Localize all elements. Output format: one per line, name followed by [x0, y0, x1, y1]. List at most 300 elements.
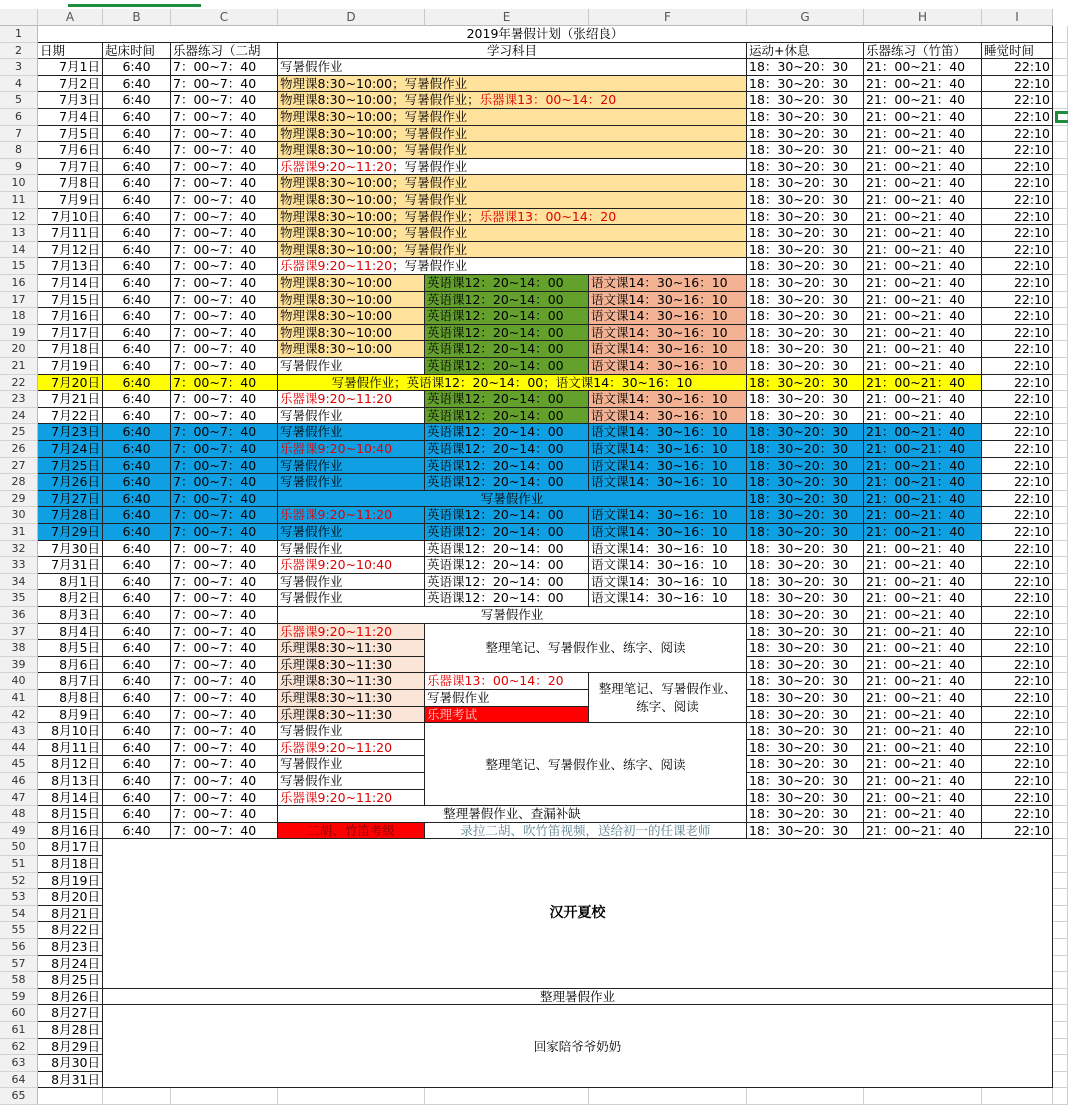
row-header-56[interactable]: 56 [0, 939, 38, 956]
wake-cell[interactable]: 6:40 [103, 740, 171, 757]
sleep-cell[interactable]: 22:10 [982, 242, 1053, 259]
sport-cell[interactable]: 18：30~20：30 [747, 740, 864, 757]
subject-e-cell[interactable]: 英语课12：20~14：00 [425, 524, 589, 541]
flute-cell[interactable]: 21：00~21：40 [864, 557, 982, 574]
date-cell[interactable]: 7月27日 [38, 491, 103, 508]
empty-cell[interactable] [1053, 524, 1068, 541]
empty-cell[interactable] [1053, 1055, 1068, 1072]
empty-cell[interactable] [1053, 590, 1068, 607]
row-header-50[interactable]: 50 [0, 839, 38, 856]
sleep-cell[interactable]: 22:10 [982, 258, 1053, 275]
sport-cell[interactable]: 18：30~20：30 [747, 756, 864, 773]
flute-cell[interactable]: 21：00~21：40 [864, 657, 982, 674]
erhu-cell[interactable]: 7：00~7：40 [171, 773, 278, 790]
empty-cell[interactable] [864, 1088, 982, 1105]
wake-cell[interactable]: 6:40 [103, 524, 171, 541]
empty-cell[interactable] [1053, 408, 1068, 425]
row-header-52[interactable]: 52 [0, 873, 38, 890]
sport-cell[interactable]: 18：30~20：30 [747, 175, 864, 192]
empty-cell[interactable] [1053, 557, 1068, 574]
flute-cell[interactable]: 21：00~21：40 [864, 607, 982, 624]
empty-cell[interactable] [1053, 723, 1068, 740]
row-header-32[interactable]: 32 [0, 541, 38, 558]
hankai-cell[interactable]: 汉开夏校 [103, 839, 1053, 988]
row-header-34[interactable]: 34 [0, 574, 38, 591]
subject-f-cell[interactable]: 语文课14：30~16：10 [589, 391, 747, 408]
wake-cell[interactable]: 6:40 [103, 590, 171, 607]
row-header-7[interactable]: 7 [0, 126, 38, 143]
column-header-a[interactable]: A [38, 9, 103, 26]
row-header-60[interactable]: 60 [0, 1005, 38, 1022]
empty-cell[interactable] [1053, 740, 1068, 757]
date-cell[interactable]: 7月3日 [38, 92, 103, 109]
sleep-cell[interactable]: 22:10 [982, 341, 1053, 358]
row-header-1[interactable]: 1 [0, 26, 38, 43]
erhu-cell[interactable]: 7：00~7：40 [171, 159, 278, 176]
row-header-24[interactable]: 24 [0, 408, 38, 425]
sleep-cell[interactable]: 22:10 [982, 175, 1053, 192]
sport-cell[interactable]: 18：30~20：30 [747, 590, 864, 607]
sport-cell[interactable]: 18：30~20：30 [747, 524, 864, 541]
date-cell[interactable]: 7月26日 [38, 474, 103, 491]
empty-cell[interactable] [1053, 541, 1068, 558]
subject-d-cell[interactable]: 乐器课9:20~11:20 [278, 740, 425, 757]
sleep-cell[interactable]: 22:10 [982, 209, 1053, 226]
flute-cell[interactable]: 21：00~21：40 [864, 474, 982, 491]
empty-cell[interactable] [1053, 956, 1068, 973]
subject-d-cell[interactable]: 写暑假作业 [278, 574, 425, 591]
date-cell[interactable]: 8月19日 [38, 873, 103, 890]
sport-cell[interactable]: 18：30~20：30 [747, 209, 864, 226]
flute-cell[interactable]: 21：00~21：40 [864, 823, 982, 840]
flute-cell[interactable]: 21：00~21：40 [864, 524, 982, 541]
empty-cell[interactable] [589, 1088, 747, 1105]
erhu-cell[interactable]: 7：00~7：40 [171, 109, 278, 126]
row-header-46[interactable]: 46 [0, 773, 38, 790]
empty-cell[interactable] [1053, 209, 1068, 226]
column-header-d[interactable]: D [278, 9, 425, 26]
subject-cell[interactable]: 物理课8:30~10:00；写暑假作业 [278, 142, 747, 159]
erhu-cell[interactable]: 7：00~7：40 [171, 607, 278, 624]
empty-cell[interactable] [1053, 1005, 1068, 1022]
erhu-cell[interactable]: 7：00~7：40 [171, 624, 278, 641]
date-cell[interactable]: 8月3日 [38, 607, 103, 624]
sport-cell[interactable]: 18：30~20：30 [747, 159, 864, 176]
row-header-27[interactable]: 27 [0, 458, 38, 475]
wake-cell[interactable]: 6:40 [103, 209, 171, 226]
flute-cell[interactable]: 21：00~21：40 [864, 723, 982, 740]
wake-cell[interactable]: 6:40 [103, 242, 171, 259]
flute-cell[interactable]: 21：00~21：40 [864, 242, 982, 259]
empty-cell[interactable] [1053, 1039, 1068, 1056]
row-header-53[interactable]: 53 [0, 889, 38, 906]
subject-d-cell[interactable]: 写暑假作业 [278, 723, 425, 740]
empty-cell[interactable] [1053, 59, 1068, 76]
wake-cell[interactable]: 6:40 [103, 474, 171, 491]
wake-cell[interactable]: 6:40 [103, 541, 171, 558]
subject-merged-cell[interactable]: 整理笔记、写暑假作业、练字、阅读 [589, 673, 747, 723]
row-header-58[interactable]: 58 [0, 972, 38, 989]
sleep-cell[interactable]: 22:10 [982, 358, 1053, 375]
sport-cell[interactable]: 18：30~20：30 [747, 723, 864, 740]
sleep-cell[interactable]: 22:10 [982, 690, 1053, 707]
date-cell[interactable]: 8月31日 [38, 1072, 103, 1089]
subject-cell[interactable] [278, 209, 747, 226]
flute-cell[interactable]: 21：00~21：40 [864, 640, 982, 657]
subject-cell[interactable]: 物理课8:30~10:00；写暑假作业 [278, 76, 747, 93]
date-cell[interactable]: 8月2日 [38, 590, 103, 607]
header-subjects[interactable]: 学习科目 [278, 43, 747, 60]
empty-cell[interactable] [1053, 690, 1068, 707]
erhu-cell[interactable]: 7：00~7：40 [171, 806, 278, 823]
flute-cell[interactable]: 21：00~21：40 [864, 740, 982, 757]
flute-cell[interactable]: 21：00~21：40 [864, 225, 982, 242]
row-header-43[interactable]: 43 [0, 723, 38, 740]
header-erhu[interactable]: 乐器练习（二胡 [171, 43, 278, 60]
sleep-cell[interactable]: 22:10 [982, 308, 1053, 325]
flute-cell[interactable]: 21：00~21：40 [864, 275, 982, 292]
empty-cell[interactable] [1053, 756, 1068, 773]
subject-d-cell[interactable]: 写暑假作业 [278, 424, 425, 441]
erhu-cell[interactable]: 7：00~7：40 [171, 341, 278, 358]
empty-cell[interactable] [1053, 790, 1068, 807]
date-cell[interactable]: 8月13日 [38, 773, 103, 790]
row-header-18[interactable]: 18 [0, 308, 38, 325]
date-cell[interactable]: 7月5日 [38, 126, 103, 143]
sport-cell[interactable]: 18：30~20：30 [747, 657, 864, 674]
row-header-14[interactable]: 14 [0, 242, 38, 259]
row-header-41[interactable]: 41 [0, 690, 38, 707]
wake-cell[interactable]: 6:40 [103, 358, 171, 375]
subject-cell[interactable]: 写暑假作业 [278, 491, 747, 508]
empty-cell[interactable] [1053, 856, 1068, 873]
subject-d-cell[interactable]: 写暑假作业 [278, 458, 425, 475]
flute-cell[interactable]: 21：00~21：40 [864, 690, 982, 707]
subject-d-cell[interactable]: 乐理课8:30~11:30 [278, 657, 425, 674]
wake-cell[interactable]: 6:40 [103, 59, 171, 76]
wake-cell[interactable]: 6:40 [103, 574, 171, 591]
empty-cell[interactable] [1053, 391, 1068, 408]
sport-cell[interactable]: 18：30~20：30 [747, 673, 864, 690]
subject-f-cell[interactable]: 语文课14：30~16：10 [589, 275, 747, 292]
sleep-cell[interactable]: 22:10 [982, 424, 1053, 441]
row-header-4[interactable]: 4 [0, 76, 38, 93]
empty-cell[interactable] [1053, 43, 1068, 60]
flute-cell[interactable]: 21：00~21：40 [864, 806, 982, 823]
date-cell[interactable]: 8月18日 [38, 856, 103, 873]
empty-cell[interactable] [1053, 823, 1068, 840]
empty-cell[interactable] [1053, 275, 1068, 292]
date-cell[interactable]: 8月16日 [38, 823, 103, 840]
wake-cell[interactable]: 6:40 [103, 790, 171, 807]
date-cell[interactable]: 7月13日 [38, 258, 103, 275]
subject-cell[interactable]: 整理暑假作业、查漏补缺 [278, 806, 747, 823]
row-header-12[interactable]: 12 [0, 209, 38, 226]
sheet-title[interactable]: 2019年暑假计划（张绍良） [38, 26, 1053, 43]
date-cell[interactable]: 8月29日 [38, 1039, 103, 1056]
wake-cell[interactable]: 6:40 [103, 308, 171, 325]
sport-cell[interactable]: 18：30~20：30 [747, 341, 864, 358]
flute-cell[interactable]: 21：00~21：40 [864, 292, 982, 309]
row-header-29[interactable]: 29 [0, 491, 38, 508]
empty-cell[interactable] [1053, 624, 1068, 641]
sleep-cell[interactable]: 22:10 [982, 92, 1053, 109]
row-header-59[interactable]: 59 [0, 989, 38, 1006]
sport-cell[interactable]: 18：30~20：30 [747, 491, 864, 508]
subject-merged-cell[interactable]: 整理笔记、写暑假作业、练字、阅读 [425, 624, 747, 674]
empty-cell[interactable] [1053, 375, 1068, 392]
date-cell[interactable]: 7月10日 [38, 209, 103, 226]
subject-d-cell[interactable]: 物理课8:30~10:00 [278, 341, 425, 358]
subject-e-cell[interactable]: 英语课12：20~14：00 [425, 308, 589, 325]
wake-cell[interactable]: 6:40 [103, 458, 171, 475]
erhu-cell[interactable]: 7：00~7：40 [171, 225, 278, 242]
sport-cell[interactable]: 18：30~20：30 [747, 59, 864, 76]
subject-e-cell[interactable]: 英语课12：20~14：00 [425, 424, 589, 441]
header-flute[interactable]: 乐器练习（竹笛） [864, 43, 982, 60]
empty-cell[interactable] [1053, 92, 1068, 109]
subject-cell[interactable]: 写暑假作业 [278, 59, 747, 76]
date-cell[interactable]: 8月25日 [38, 972, 103, 989]
header-date[interactable]: 日期 [38, 43, 103, 60]
erhu-cell[interactable]: 7：00~7：40 [171, 175, 278, 192]
sport-cell[interactable]: 18：30~20：30 [747, 358, 864, 375]
sleep-cell[interactable]: 22:10 [982, 275, 1053, 292]
flute-cell[interactable]: 21：00~21：40 [864, 142, 982, 159]
erhu-cell[interactable]: 7：00~7：40 [171, 209, 278, 226]
date-cell[interactable]: 8月10日 [38, 723, 103, 740]
flute-cell[interactable]: 21：00~21：40 [864, 126, 982, 143]
subject-e-cell[interactable]: 写暑假作业 [425, 690, 589, 707]
erhu-cell[interactable]: 7：00~7：40 [171, 491, 278, 508]
date-cell[interactable]: 8月17日 [38, 839, 103, 856]
row-header-19[interactable]: 19 [0, 325, 38, 342]
flute-cell[interactable]: 21：00~21：40 [864, 424, 982, 441]
empty-cell[interactable] [1053, 889, 1068, 906]
empty-cell[interactable] [1053, 358, 1068, 375]
empty-cell[interactable] [1053, 906, 1068, 923]
column-header-g[interactable]: G [747, 9, 864, 26]
empty-cell[interactable] [1053, 159, 1068, 176]
date-cell[interactable]: 8月14日 [38, 790, 103, 807]
subject-d-cell[interactable]: 乐器课9:20~10:40 [278, 557, 425, 574]
row-header-30[interactable]: 30 [0, 507, 38, 524]
empty-cell[interactable] [1053, 939, 1068, 956]
sport-cell[interactable]: 18：30~20：30 [747, 308, 864, 325]
erhu-cell[interactable]: 7：00~7：40 [171, 707, 278, 724]
row-header-3[interactable]: 3 [0, 59, 38, 76]
sport-cell[interactable]: 18：30~20：30 [747, 242, 864, 259]
sleep-cell[interactable]: 22:10 [982, 673, 1053, 690]
sleep-cell[interactable]: 22:10 [982, 507, 1053, 524]
subject-f-cell[interactable]: 语文课14：30~16：10 [589, 358, 747, 375]
empty-cell[interactable] [1053, 292, 1068, 309]
column-header-b[interactable]: B [103, 9, 171, 26]
sleep-cell[interactable]: 22:10 [982, 225, 1053, 242]
wake-cell[interactable]: 6:40 [103, 424, 171, 441]
empty-cell[interactable] [1053, 26, 1068, 43]
sport-cell[interactable]: 18：30~20：30 [747, 607, 864, 624]
subject-d-cell[interactable]: 乐器课9:20~11:20 [278, 624, 425, 641]
date-cell[interactable]: 8月6日 [38, 657, 103, 674]
date-cell[interactable]: 8月9日 [38, 707, 103, 724]
date-cell[interactable]: 8月21日 [38, 906, 103, 923]
erhu-cell[interactable]: 7：00~7：40 [171, 358, 278, 375]
sleep-cell[interactable]: 22:10 [982, 159, 1053, 176]
column-header-e[interactable]: E [425, 9, 589, 26]
row-header-26[interactable]: 26 [0, 441, 38, 458]
flute-cell[interactable]: 21：00~21：40 [864, 375, 982, 392]
subject-d-cell[interactable]: 乐理课8:30~11:30 [278, 707, 425, 724]
exam-cell[interactable]: 二胡、竹笛考级 [278, 823, 425, 840]
empty-cell[interactable] [1053, 126, 1068, 143]
date-cell[interactable]: 8月4日 [38, 624, 103, 641]
subject-f-cell[interactable]: 语文课14：30~16：10 [589, 458, 747, 475]
wake-cell[interactable]: 6:40 [103, 507, 171, 524]
empty-cell[interactable] [1053, 491, 1068, 508]
select-all-corner[interactable] [0, 9, 38, 26]
subject-e-cell[interactable]: 英语课12：20~14：00 [425, 275, 589, 292]
selection-handle[interactable] [1055, 111, 1068, 123]
date-cell[interactable]: 7月2日 [38, 76, 103, 93]
wake-cell[interactable]: 6:40 [103, 491, 171, 508]
date-cell[interactable]: 7月29日 [38, 524, 103, 541]
subject-e-cell[interactable]: 英语课12：20~14：00 [425, 391, 589, 408]
empty-cell[interactable] [1053, 607, 1068, 624]
sport-cell[interactable]: 18：30~20：30 [747, 375, 864, 392]
erhu-cell[interactable]: 7：00~7：40 [171, 756, 278, 773]
date-cell[interactable]: 7月25日 [38, 458, 103, 475]
subject-e-cell[interactable]: 乐器课13：00~14：20 [425, 673, 589, 690]
erhu-cell[interactable]: 7：00~7：40 [171, 590, 278, 607]
row-header-20[interactable]: 20 [0, 341, 38, 358]
row-header-25[interactable]: 25 [0, 424, 38, 441]
empty-cell[interactable] [1053, 76, 1068, 93]
flute-cell[interactable]: 21：00~21：40 [864, 624, 982, 641]
sport-cell[interactable]: 18：30~20：30 [747, 507, 864, 524]
sport-cell[interactable]: 18：30~20：30 [747, 225, 864, 242]
date-cell[interactable]: 8月26日 [38, 989, 103, 1006]
wake-cell[interactable]: 6:40 [103, 92, 171, 109]
erhu-cell[interactable]: 7：00~7：40 [171, 292, 278, 309]
sport-cell[interactable]: 18：30~20：30 [747, 773, 864, 790]
flute-cell[interactable]: 21：00~21：40 [864, 308, 982, 325]
sleep-cell[interactable]: 22:10 [982, 657, 1053, 674]
date-cell[interactable]: 7月1日 [38, 59, 103, 76]
row-header-35[interactable]: 35 [0, 590, 38, 607]
wake-cell[interactable]: 6:40 [103, 441, 171, 458]
erhu-cell[interactable]: 7：00~7：40 [171, 541, 278, 558]
subject-f-cell[interactable]: 语文课14：30~16：10 [589, 507, 747, 524]
sleep-cell[interactable]: 22:10 [982, 441, 1053, 458]
subject-f-cell[interactable]: 语文课14：30~16：10 [589, 474, 747, 491]
subject-f-cell[interactable]: 语文课14：30~16：10 [589, 424, 747, 441]
empty-cell[interactable] [1053, 458, 1068, 475]
erhu-cell[interactable]: 7：00~7：40 [171, 308, 278, 325]
wake-cell[interactable]: 6:40 [103, 292, 171, 309]
date-cell[interactable]: 7月30日 [38, 541, 103, 558]
flute-cell[interactable]: 21：00~21：40 [864, 790, 982, 807]
erhu-cell[interactable]: 7：00~7：40 [171, 325, 278, 342]
row-header-8[interactable]: 8 [0, 142, 38, 159]
header-sport[interactable]: 运动+休息 [747, 43, 864, 60]
subject-d-cell[interactable]: 写暑假作业 [278, 408, 425, 425]
erhu-cell[interactable]: 7：00~7：40 [171, 76, 278, 93]
sport-cell[interactable]: 18：30~20：30 [747, 109, 864, 126]
empty-cell[interactable] [1053, 225, 1068, 242]
date-cell[interactable]: 7月7日 [38, 159, 103, 176]
sleep-cell[interactable]: 22:10 [982, 292, 1053, 309]
erhu-cell[interactable]: 7：00~7：40 [171, 59, 278, 76]
sport-cell[interactable]: 18：30~20：30 [747, 458, 864, 475]
flute-cell[interactable]: 21：00~21：40 [864, 507, 982, 524]
date-cell[interactable]: 7月19日 [38, 358, 103, 375]
sport-cell[interactable]: 18：30~20：30 [747, 690, 864, 707]
wake-cell[interactable]: 6:40 [103, 640, 171, 657]
wake-cell[interactable]: 6:40 [103, 690, 171, 707]
empty-cell[interactable] [1053, 657, 1068, 674]
erhu-cell[interactable]: 7：00~7：40 [171, 441, 278, 458]
date-cell[interactable]: 8月12日 [38, 756, 103, 773]
sleep-cell[interactable]: 22:10 [982, 740, 1053, 757]
column-header-h[interactable]: H [864, 9, 982, 26]
empty-cell[interactable] [1053, 175, 1068, 192]
sleep-cell[interactable]: 22:10 [982, 723, 1053, 740]
flute-cell[interactable]: 21：00~21：40 [864, 458, 982, 475]
erhu-cell[interactable]: 7：00~7：40 [171, 408, 278, 425]
row-header-62[interactable]: 62 [0, 1039, 38, 1056]
row-header-63[interactable]: 63 [0, 1055, 38, 1072]
empty-cell[interactable] [1053, 192, 1068, 209]
erhu-cell[interactable]: 7：00~7：40 [171, 723, 278, 740]
subject-f-cell[interactable]: 语文课14：30~16：10 [589, 524, 747, 541]
subject-d-cell[interactable]: 写暑假作业 [278, 773, 425, 790]
row-header-39[interactable]: 39 [0, 657, 38, 674]
date-cell[interactable]: 8月11日 [38, 740, 103, 757]
date-cell[interactable]: 7月6日 [38, 142, 103, 159]
empty-cell[interactable] [1053, 972, 1068, 989]
sport-cell[interactable]: 18：30~20：30 [747, 823, 864, 840]
empty-cell[interactable] [982, 1088, 1053, 1105]
subject-cell[interactable] [278, 159, 747, 176]
subject-e-cell[interactable]: 英语课12：20~14：00 [425, 341, 589, 358]
row-header-51[interactable]: 51 [0, 856, 38, 873]
row-header-54[interactable]: 54 [0, 906, 38, 923]
erhu-cell[interactable]: 7：00~7：40 [171, 375, 278, 392]
subject-f-cell[interactable]: 语文课14：30~16：10 [589, 325, 747, 342]
sleep-cell[interactable]: 22:10 [982, 707, 1053, 724]
date-cell[interactable]: 8月28日 [38, 1022, 103, 1039]
subject-cell[interactable] [278, 258, 747, 275]
row-header-55[interactable]: 55 [0, 922, 38, 939]
sport-cell[interactable]: 18：30~20：30 [747, 126, 864, 143]
row-header-40[interactable]: 40 [0, 673, 38, 690]
subject-f-cell[interactable]: 语文课14：30~16：10 [589, 408, 747, 425]
subject-f-cell[interactable]: 语文课14：30~16：10 [589, 292, 747, 309]
subject-cell[interactable]: 物理课8:30~10:00；写暑假作业 [278, 175, 747, 192]
empty-cell[interactable] [1053, 640, 1068, 657]
sleep-cell[interactable]: 22:10 [982, 806, 1053, 823]
sleep-cell[interactable]: 22:10 [982, 458, 1053, 475]
wake-cell[interactable]: 6:40 [103, 723, 171, 740]
erhu-cell[interactable]: 7：00~7：40 [171, 557, 278, 574]
erhu-cell[interactable]: 7：00~7：40 [171, 192, 278, 209]
subject-d-cell[interactable]: 乐理课8:30~11:30 [278, 673, 425, 690]
sport-cell[interactable]: 18：30~20：30 [747, 474, 864, 491]
flute-cell[interactable]: 21：00~21：40 [864, 341, 982, 358]
subject-d-cell[interactable]: 写暑假作业 [278, 756, 425, 773]
empty-cell[interactable] [38, 1088, 103, 1105]
